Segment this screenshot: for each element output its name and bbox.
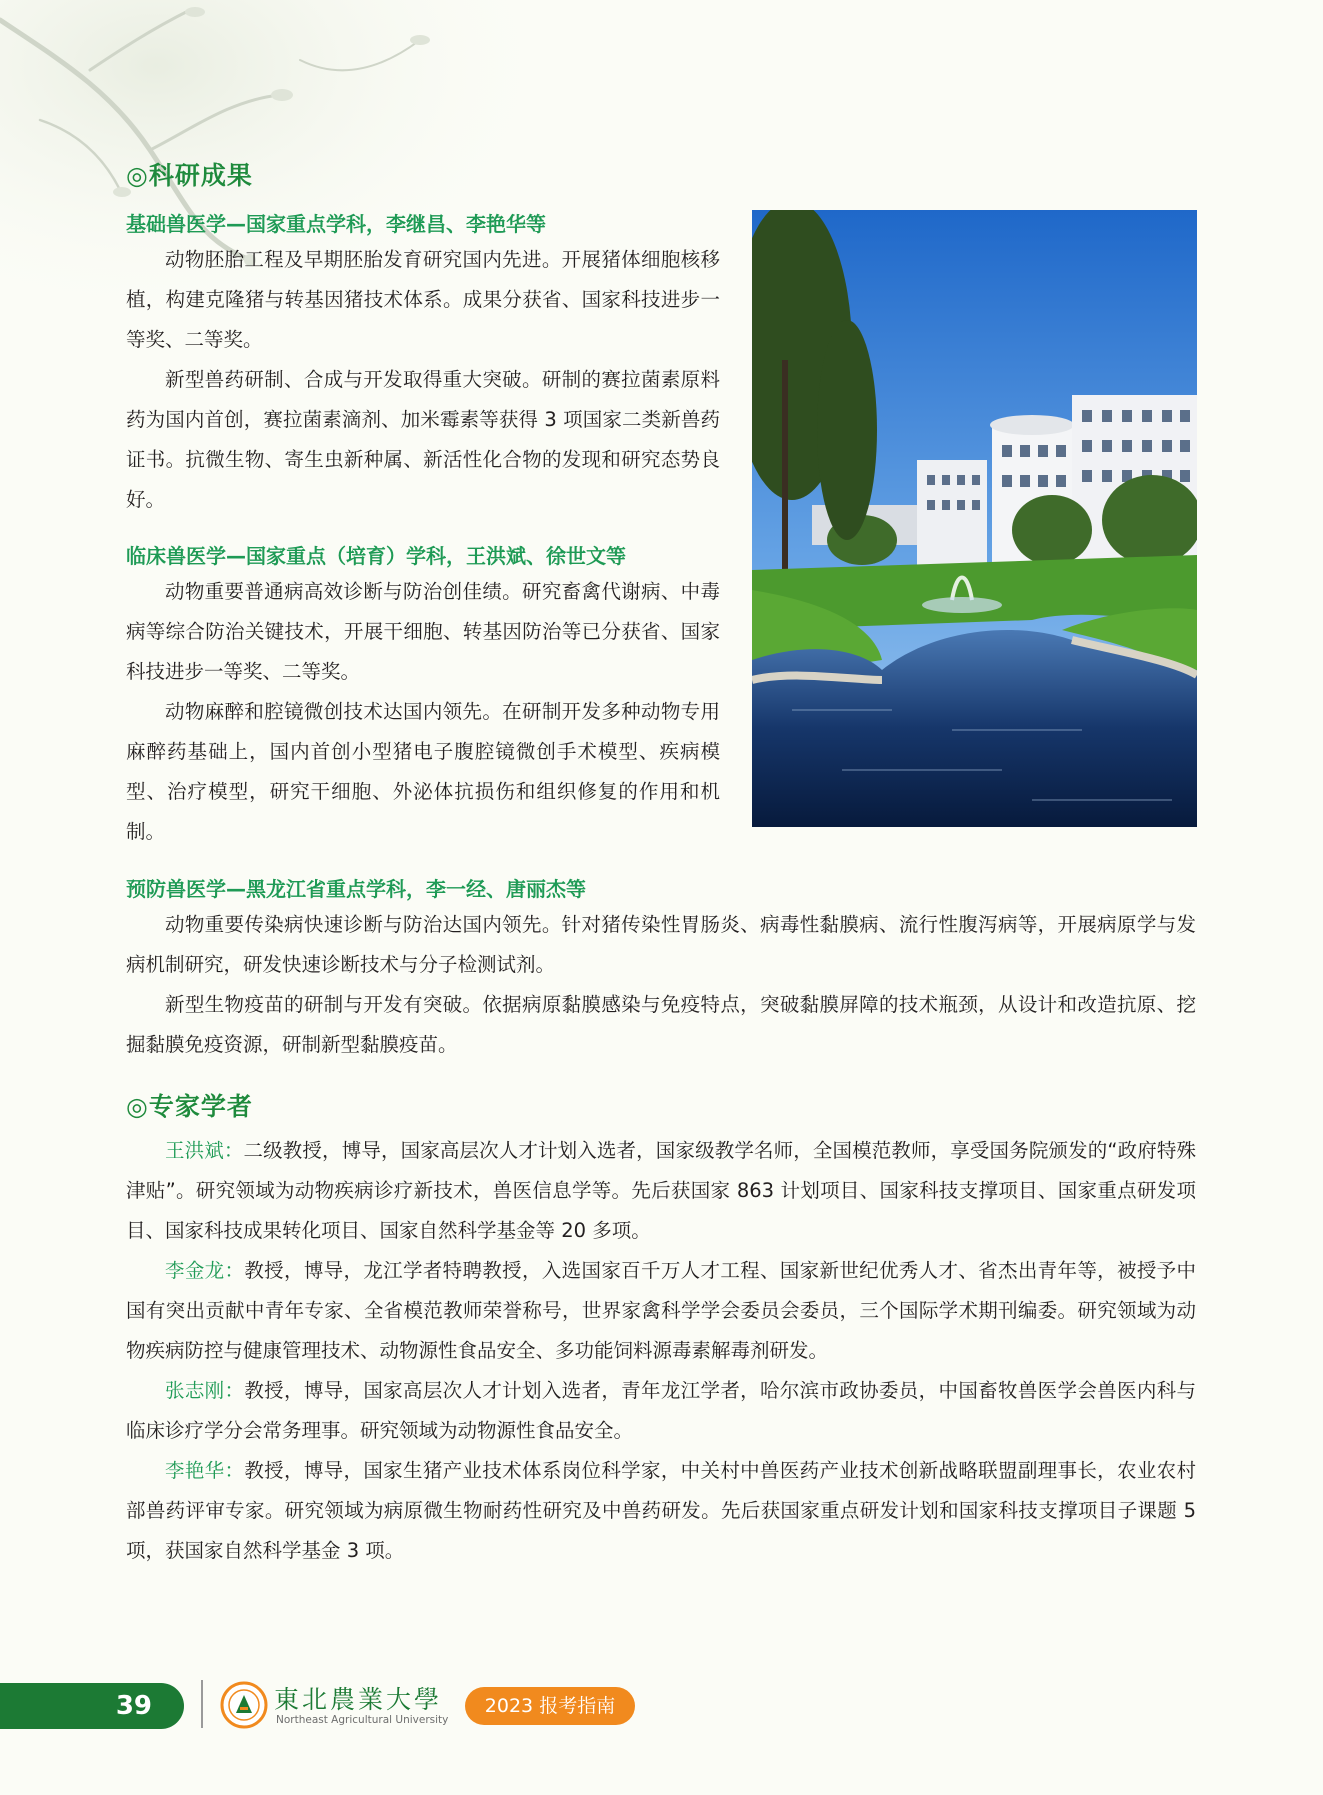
- paragraph: 动物重要传染病快速诊断与防治达国内领先。针对猪传染性胃肠炎、病毒性黏膜病、流行性腹泻病等，开展病原学与发病机制研究，研发快速诊断技术与分子检测试剂。: [126, 913, 1196, 976]
- footer-divider: [201, 1680, 203, 1728]
- admission-guide-badge: 2023 报考指南: [465, 1687, 635, 1725]
- circle-mark-icon: ◎: [126, 1092, 149, 1121]
- paragraph: 动物重要普通病高效诊断与防治创佳绩。研究畜禽代谢病、中毒病等综合防治关键技术，开展干细胞、转基因防治等已分获省、国家科技进步一等奖、二等奖。: [126, 580, 720, 683]
- page-number: 39: [115, 1691, 152, 1721]
- expert-entry: [126, 1251, 1196, 1371]
- paragraph: 动物胚胎工程及早期胚胎发育研究国内先进。开展猪体细胞核移植，构建克隆猪与转基因猪技术体系。成果分获省、国家科技进步一等奖、二等奖。: [126, 248, 720, 351]
- expert-entry: [126, 1371, 1196, 1451]
- paragraph: 动物麻醉和腔镜微创技术达国内领先。在研制开发多种动物专用麻醉药基础上，国内首创小型猪电子腹腔镜微创手术模型、疾病模型、治疗模型，研究干细胞、外泌体抗损伤和组织修复的作用和机制。: [126, 700, 720, 843]
- research-title-text: 科研成果: [148, 161, 253, 190]
- expert-entry: [126, 1451, 1196, 1571]
- expert-bio: 教授，博导，国家高层次人才计划入选者，青年龙江学者，哈尔滨市政协委员，中国畜牧兽医学会兽医内科与临床诊疗学分会常务理事。研究领域为动物源性食品安全。: [126, 1379, 1196, 1442]
- expert-name: 张志刚：: [165, 1379, 245, 1402]
- circle-mark-icon: ◎: [126, 161, 149, 190]
- research-section-title: [126, 156, 253, 192]
- campus-photo-illustration: [752, 210, 1197, 827]
- experts-section-title: [126, 1087, 253, 1123]
- expert-name: 王洪斌：: [165, 1139, 244, 1162]
- paragraph: 新型生物疫苗的研制与开发有突破。依据病原黏膜感染与免疫特点，突破黏膜屏障的技术瓶颈，从设计和改造抗原、挖掘黏膜免疫资源，研制新型黏膜疫苗。: [126, 993, 1196, 1056]
- university-name-en: Northeast Agricultural University: [276, 1714, 449, 1726]
- university-seal-icon: [220, 1681, 268, 1729]
- expert-bio: 教授，博导，龙江学者特聘教授，入选国家百千万人才工程、国家新世纪优秀人才、省杰出青年等，被授予中国有突出贡献中青年专家、全省模范教师荣誉称号，世界家禽科学学会委员会委员，三个国际学术期刊编委。研究领域为动物疾病防控与健康管理技术、动物源性食品安全、多功能饲料源毒素解毒剂研发。: [126, 1259, 1196, 1362]
- experts-title-text: 专家学者: [148, 1092, 253, 1121]
- expert-bio: 教授，博导，国家生猪产业技术体系岗位科学家，中关村中兽医药产业技术创新战略联盟副理事长，农业农村部兽药评审专家。研究领域为病原微生物耐药性研究及中兽药研发。先后获国家重点研发计划和国家科技支撑项目子课题 5 项，获国家自然科学基金 3 项。: [126, 1459, 1196, 1562]
- discipline-heading: 临床兽医学—国家重点（培育）学科，王洪斌、徐世文等: [126, 544, 626, 568]
- campus-photo: [752, 210, 1197, 827]
- paragraph: 新型兽药研制、合成与开发取得重大突破。研制的赛拉菌素原料药为国内首创，赛拉菌素滴剂、加米霉素等获得 3 项国家二类新兽药证书。抗微生物、寄生虫新种属、新活性化合物的发现和研究态势良好。: [126, 368, 720, 511]
- discipline-heading: 预防兽医学—黑龙江省重点学科，李一经、唐丽杰等: [126, 877, 586, 901]
- expert-name: 李艳华：: [165, 1459, 245, 1482]
- expert-name: 李金龙：: [165, 1259, 245, 1282]
- expert-bio: 二级教授，博导，国家高层次人才计划入选者，国家级教学名师，全国模范教师，享受国务院颁发的“政府特殊津贴”。研究领域为动物疾病诊疗新技术，兽医信息学等。先后获国家 863 计划项目、国家科技支撑项目、国家重点研发项目、国家科技成果转化项目、国家自然科学基金等 20 多项。: [126, 1139, 1196, 1242]
- discipline-heading: 基础兽医学—国家重点学科，李继昌、李艳华等: [126, 212, 546, 236]
- expert-entry: [126, 1131, 1196, 1251]
- university-name-cn: 東北農業大學: [274, 1685, 443, 1714]
